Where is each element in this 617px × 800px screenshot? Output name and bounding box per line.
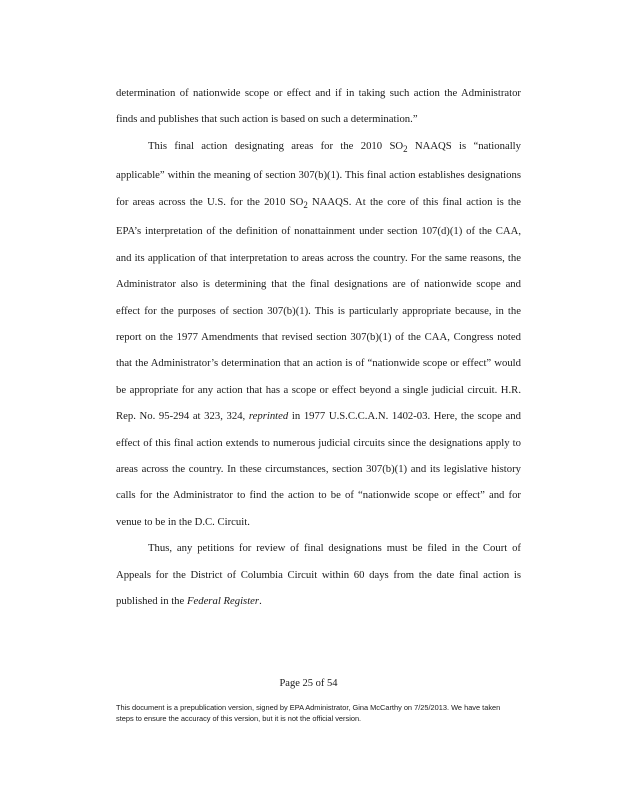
paragraph-continuation: determination of nationwide scope or effect and if in taking such action the Administrator finds and publishes that such action is based on such a determination.” <box>116 87 521 126</box>
italic-reprinted: reprinted <box>248 410 289 423</box>
body-text <box>116 80 521 614</box>
page-number: Page 25 of 54 <box>279 678 338 689</box>
prepublication-disclaimer: This document is a prepublication version, signed by EPA Administrator, Gina McCarthy on 7/25/2013. We have taken steps to ensure the accuracy of this version, but it is not the official version. <box>116 703 501 723</box>
paragraph-nationally-applicable: This final action designating areas for the 2010 $SO_2$ NAAQS is “nationally applicable” within the meaning of section 307(b)(1). This final action establishes designations for areas across the U.S. for the 2010 $SO_2$ NAAQS. At the core of this final action is the EPA’s interpretation of the definition of nonattainment under section 107(d)(1) of the CAA, and its application of that interpretation to areas across the country. For the same reasons, the Administrator also is determining that the final designations are of nationwide scope and effect for the purposes of section 307(b)(1). This is particularly appropriate because, in the report on the 1977 Amendments that revised section 307(b)(1) of the CAA, Congress noted that the Administrator’s determination that an action is of “nationwide scope or effect” would be appropriate for any action that has a scope or effect beyond a single judicial circuit. H.R. Rep. No. 95-294 at 323, 324, reprinted in 1977 U.S.C.C.A.N. 1402-03. Here, the scope and effect of this final action extends to numerous judicial circuits since the designations apply to areas across the country. In these circumstances, section 307(b)(1) and its legislative history calls for the Administrator to find the action to be of “nationwide scope or effect” and for venue to be in the D.C. Circuit. <box>116 139 521 528</box>
paragraph-petitions: Thus, any petitions for review of final designations must be filed in the Court of Appeals for the District of Columbia Circuit within 60 days from the date final action is published in the Federal Register. <box>116 542 521 607</box>
italic-federal-register: Federal Register <box>186 595 260 607</box>
